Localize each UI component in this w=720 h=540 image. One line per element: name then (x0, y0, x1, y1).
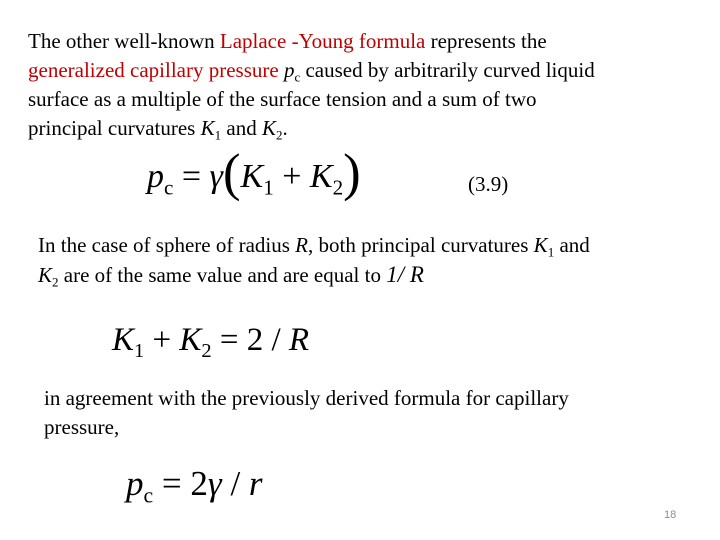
sphere-line-2: $K_2$ are of the same value and are equal to 1/ R (38, 262, 424, 290)
sphere-paragraph (38, 231, 708, 290)
laplace-young-term: Laplace -Young formula (219, 29, 426, 53)
intro-line-3: surface as a multiple of the surface tension and a sum of two (28, 87, 537, 111)
inline-fraction: 1/ R (386, 262, 424, 287)
page-number: 18 (664, 509, 677, 521)
equation-laplace-young: $p_c = \gamma(K_1 + K_2)$ (147, 144, 361, 203)
agreement-line-2: pressure, (44, 415, 120, 439)
sphere-line-1: In the case of sphere of radius R, both principal curvatures $K_1$ and (38, 233, 590, 260)
capillary-pressure-term: generalized capillary pressure (28, 58, 279, 82)
intro-line-1: The other well-known Laplace -Young formula represents the (28, 29, 547, 53)
intro-paragraph (28, 27, 708, 143)
agreement-line-1: in agreement with the previously derived formula for capillary (44, 386, 569, 410)
equation-curvature-sum: $K_1 + K_2 = 2 / R$ (112, 322, 310, 363)
equation-number: (3.9) (468, 172, 509, 196)
intro-line-2: generalized capillary pressure $p_c$ caused by arbitrarily curved liquid (28, 58, 595, 85)
agreement-paragraph (44, 384, 704, 442)
equation-capillary-pressure: $p_c = 2\gamma / r$ (126, 464, 263, 508)
intro-line-4: principal curvatures $K_1$ and $K_2$. (28, 116, 288, 143)
